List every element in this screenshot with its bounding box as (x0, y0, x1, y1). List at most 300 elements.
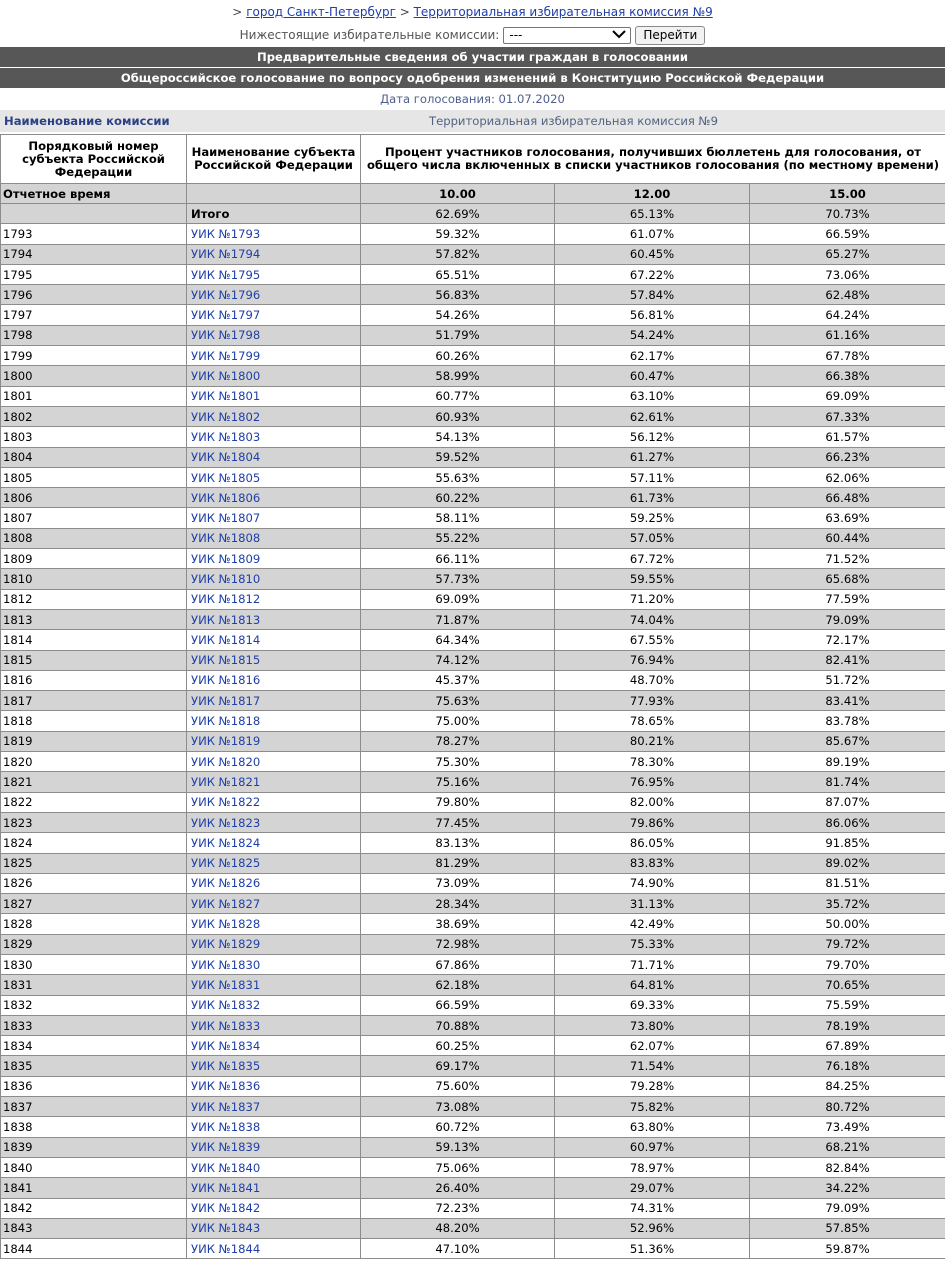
uik-link-text[interactable]: УИК №1834 (191, 1038, 261, 1053)
uik-link-text[interactable]: УИК №1838 (191, 1120, 261, 1134)
uik-link-text[interactable]: УИК №1841 (191, 1180, 261, 1195)
uik-link-text[interactable]: УИК №1839 (191, 1140, 261, 1155)
uik-number: 1830 (1, 954, 187, 974)
turnout-10: 62.18% (361, 975, 555, 995)
turnout-10: 74.12% (361, 650, 555, 670)
uik-number: 1818 (1, 711, 187, 731)
turnout-12: 64.81% (555, 975, 750, 995)
turnout-12: 71.71% (555, 954, 750, 974)
turnout-10: 54.26% (361, 305, 555, 325)
go-button[interactable]: Перейти (635, 26, 705, 45)
turnout-15: 65.68% (750, 569, 945, 589)
turnout-12: 78.65% (555, 711, 750, 731)
uik-link-text[interactable]: УИК №1793 (191, 226, 261, 241)
uik-number: 1813 (1, 609, 187, 629)
table-row (1, 833, 945, 853)
table-row (1, 346, 945, 366)
turnout-10: 78.27% (361, 731, 555, 751)
header-subject-number: Порядковый номер субъекта Российской Федерации (1, 135, 187, 184)
uik-link[interactable] (187, 630, 361, 650)
uik-link-text[interactable]: УИК №1822 (191, 795, 261, 810)
uik-link[interactable] (187, 406, 361, 426)
uik-link-text[interactable]: УИК №1801 (191, 389, 261, 404)
turnout-12: 61.07% (555, 224, 750, 244)
uik-link-text[interactable]: УИК №1795 (191, 267, 261, 282)
table-row (1, 873, 945, 893)
turnout-15: 64.24% (750, 305, 945, 325)
uik-link[interactable] (187, 812, 361, 832)
uik-number: 1843 (1, 1218, 187, 1238)
uik-link-text[interactable]: УИК №1832 (191, 998, 261, 1013)
table-row (1, 569, 945, 589)
uik-link[interactable] (187, 224, 361, 244)
uik-number: 1804 (1, 447, 187, 467)
turnout-10: 51.79% (361, 325, 555, 345)
uik-number: 1805 (1, 467, 187, 487)
breadcrumb-tik-link[interactable]: Территориальная избирательная комиссия №9 (413, 5, 713, 19)
uik-link-text[interactable]: УИК №1836 (191, 1079, 261, 1094)
turnout-12: 56.12% (555, 427, 750, 447)
turnout-10: 75.63% (361, 691, 555, 711)
turnout-15: 80.72% (750, 1097, 945, 1117)
uik-link[interactable] (187, 305, 361, 325)
uik-link[interactable] (187, 711, 361, 731)
table-row (1, 670, 945, 690)
table-row (1, 508, 945, 528)
uik-link[interactable] (187, 427, 361, 447)
uik-number: 1840 (1, 1157, 187, 1177)
turnout-15: 66.48% (750, 488, 945, 508)
uik-link[interactable] (187, 772, 361, 792)
turnout-12: 74.04% (555, 609, 750, 629)
turnout-15: 35.72% (750, 894, 945, 914)
table-row (1, 488, 945, 508)
breadcrumb (0, 0, 945, 24)
uik-link[interactable] (187, 934, 361, 954)
uik-link-text[interactable]: УИК №1835 (191, 1059, 261, 1074)
turnout-12: 42.49% (555, 914, 750, 934)
uik-link[interactable] (187, 346, 361, 366)
table-row (1, 1198, 945, 1218)
turnout-12: 67.22% (555, 264, 750, 284)
uik-link[interactable] (187, 528, 361, 548)
uik-number: 1801 (1, 386, 187, 406)
uik-link-text[interactable]: УИК №1794 (191, 247, 261, 262)
turnout-12: 29.07% (555, 1178, 750, 1198)
turnout-15: 63.69% (750, 508, 945, 528)
turnout-12: 75.33% (555, 934, 750, 954)
turnout-12: 54.24% (555, 325, 750, 345)
uik-link[interactable] (187, 1076, 361, 1096)
uik-link-text[interactable]: УИК №1829 (191, 937, 261, 952)
uik-link-text[interactable]: УИК №1821 (191, 774, 261, 789)
uik-link[interactable] (187, 589, 361, 609)
table-row (1, 528, 945, 548)
turnout-12: 76.95% (555, 772, 750, 792)
turnout-10: 57.82% (361, 244, 555, 264)
uik-number: 1806 (1, 488, 187, 508)
turnout-15: 69.09% (750, 386, 945, 406)
turnout-15: 67.89% (750, 1036, 945, 1056)
total-row (1, 204, 945, 224)
uik-link[interactable] (187, 731, 361, 751)
uik-number: 1808 (1, 528, 187, 548)
turnout-15: 75.59% (750, 995, 945, 1015)
table-row (1, 1178, 945, 1198)
table-row (1, 244, 945, 264)
uik-link-text[interactable]: УИК №1833 (191, 1018, 261, 1033)
turnout-15: 84.25% (750, 1076, 945, 1096)
turnout-15: 81.51% (750, 873, 945, 893)
table-row (1, 1097, 945, 1117)
uik-link-text[interactable]: УИК №1803 (191, 429, 261, 444)
table-row (1, 447, 945, 467)
uik-number: 1815 (1, 650, 187, 670)
uik-link[interactable] (187, 386, 361, 406)
turnout-15: 87.07% (750, 792, 945, 812)
table-row (1, 305, 945, 325)
uik-link-text[interactable]: УИК №1823 (191, 815, 261, 830)
uik-link[interactable] (187, 1157, 361, 1177)
uik-link-text[interactable]: УИК №1820 (191, 754, 261, 769)
table-row (1, 934, 945, 954)
turnout-15: 83.78% (750, 711, 945, 731)
uik-link-text[interactable]: УИК №1813 (191, 612, 261, 627)
uik-link[interactable] (187, 873, 361, 893)
uik-link[interactable] (187, 325, 361, 345)
uik-number: 1841 (1, 1178, 187, 1198)
header-subject-name: Наименование субъекта Российской Федерации (187, 135, 361, 184)
uik-link[interactable] (187, 691, 361, 711)
uik-link[interactable] (187, 1117, 361, 1137)
subordinate-commission-selector (0, 24, 945, 46)
uik-number: 1798 (1, 325, 187, 345)
total-value: 70.73% (750, 204, 945, 224)
vote-date-value: 01.07.2020 (498, 92, 565, 106)
turnout-12: 86.05% (555, 833, 750, 853)
table-row (1, 752, 945, 772)
turnout-10: 54.13% (361, 427, 555, 447)
uik-link[interactable] (187, 1015, 361, 1035)
turnout-12: 79.86% (555, 812, 750, 832)
uik-link[interactable] (187, 650, 361, 670)
turnout-10: 72.23% (361, 1198, 555, 1218)
uik-link[interactable] (187, 1036, 361, 1056)
turnout-15: 62.48% (750, 285, 945, 305)
uik-number: 1810 (1, 569, 187, 589)
turnout-15: 60.44% (750, 528, 945, 548)
turnout-12: 62.07% (555, 1036, 750, 1056)
uik-link-text[interactable]: УИК №1844 (191, 1241, 261, 1256)
turnout-10: 59.32% (361, 224, 555, 244)
turnout-12: 82.00% (555, 792, 750, 812)
report-time-blank (187, 184, 361, 204)
uik-link[interactable] (187, 569, 361, 589)
turnout-12: 67.55% (555, 630, 750, 650)
turnout-10: 55.63% (361, 467, 555, 487)
time-column-15: 15.00 (750, 184, 945, 204)
table-row (1, 711, 945, 731)
uik-number: 1795 (1, 264, 187, 284)
uik-link[interactable] (187, 995, 361, 1015)
uik-link[interactable] (187, 285, 361, 305)
uik-number: 1821 (1, 772, 187, 792)
header-turnout-percent: Процент участников голосования, получивших бюллетень для голосования, от общего числа включенных в списки участников голосования (по местному времени) (361, 135, 945, 184)
turnout-15: 76.18% (750, 1056, 945, 1076)
uik-link[interactable] (187, 670, 361, 690)
uik-link[interactable] (187, 894, 361, 914)
table-row (1, 406, 945, 426)
breadcrumb-city-link[interactable]: город Санкт-Петербург (246, 5, 396, 19)
uik-link[interactable] (187, 975, 361, 995)
turnout-10: 66.59% (361, 995, 555, 1015)
uik-link-text[interactable]: УИК №1796 (191, 287, 261, 302)
turnout-12: 71.54% (555, 1056, 750, 1076)
uik-number: 1838 (1, 1117, 187, 1137)
turnout-10: 45.37% (361, 670, 555, 690)
turnout-12: 73.80% (555, 1015, 750, 1035)
uik-link[interactable] (187, 752, 361, 772)
turnout-15: 78.19% (750, 1015, 945, 1035)
commission-row (0, 110, 945, 132)
table-row (1, 1015, 945, 1035)
uik-link-text[interactable]: УИК №1824 (191, 835, 261, 850)
turnout-15: 59.87% (750, 1239, 945, 1259)
turnout-15: 83.41% (750, 691, 945, 711)
uik-link-text[interactable]: УИК №1825 (191, 856, 261, 871)
turnout-15: 70.65% (750, 975, 945, 995)
turnout-10: 58.11% (361, 508, 555, 528)
turnout-10: 71.87% (361, 609, 555, 629)
turnout-10: 60.77% (361, 386, 555, 406)
uik-link-text[interactable]: УИК №1830 (191, 957, 261, 972)
table-row (1, 224, 945, 244)
turnout-15: 79.09% (750, 1198, 945, 1218)
table-row (1, 1036, 945, 1056)
turnout-15: 82.84% (750, 1157, 945, 1177)
turnout-10: 60.22% (361, 488, 555, 508)
turnout-15: 73.49% (750, 1117, 945, 1137)
uik-number: 1799 (1, 346, 187, 366)
turnout-15: 57.85% (750, 1218, 945, 1238)
table-row (1, 427, 945, 447)
uik-link-text[interactable]: УИК №1812 (191, 592, 261, 607)
uik-link[interactable] (187, 447, 361, 467)
turnout-10: 38.69% (361, 914, 555, 934)
uik-link-text[interactable]: УИК №1800 (191, 369, 261, 384)
turnout-10: 72.98% (361, 934, 555, 954)
turnout-15: 79.09% (750, 609, 945, 629)
table-row (1, 1218, 945, 1238)
uik-link-text[interactable]: УИК №1810 (191, 571, 261, 586)
turnout-15: 51.72% (750, 670, 945, 690)
vote-date (0, 88, 945, 110)
table-row (1, 264, 945, 284)
uik-link[interactable] (187, 508, 361, 528)
select-value: --- (509, 28, 523, 42)
table-row (1, 1239, 945, 1259)
uik-link[interactable] (187, 609, 361, 629)
turnout-12: 57.05% (555, 528, 750, 548)
turnout-12: 60.45% (555, 244, 750, 264)
uik-link-text[interactable]: УИК №1808 (191, 531, 261, 546)
uik-number: 1837 (1, 1097, 187, 1117)
chevron-down-icon (612, 28, 626, 42)
turnout-10: 58.99% (361, 366, 555, 386)
table-row (1, 691, 945, 711)
turnout-10: 56.83% (361, 285, 555, 305)
turnout-12: 56.81% (555, 305, 750, 325)
uik-link-text[interactable]: УИК №1843 (191, 1221, 261, 1236)
uik-link[interactable] (187, 853, 361, 873)
uik-link-text[interactable]: УИК №1826 (191, 876, 261, 891)
turnout-10: 81.29% (361, 853, 555, 873)
selector-label: Нижестоящие избирательные комиссии: (239, 28, 500, 42)
uik-link[interactable] (187, 1178, 361, 1198)
table-row (1, 1157, 945, 1177)
uik-link-text[interactable]: УИК №1831 (191, 977, 261, 992)
turnout-12: 69.33% (555, 995, 750, 1015)
uik-number: 1835 (1, 1056, 187, 1076)
table-row (1, 995, 945, 1015)
breadcrumb-separator: > (399, 5, 410, 19)
uik-link-text[interactable]: УИК №1809 (191, 551, 261, 566)
turnout-12: 57.11% (555, 467, 750, 487)
turnout-12: 83.83% (555, 853, 750, 873)
commission-name: Территориальная избирательная комиссия №9 (429, 114, 718, 128)
uik-link-text[interactable]: УИК №1802 (191, 409, 261, 424)
uik-link-text[interactable]: УИК №1816 (191, 673, 261, 688)
turnout-15: 85.67% (750, 731, 945, 751)
turnout-12: 52.96% (555, 1218, 750, 1238)
uik-link-text[interactable]: УИК №1840 (191, 1160, 261, 1175)
uik-number: 1800 (1, 366, 187, 386)
uik-link-text[interactable]: УИК №1806 (191, 490, 261, 505)
turnout-10: 75.06% (361, 1157, 555, 1177)
table-row (1, 386, 945, 406)
turnout-12: 59.25% (555, 508, 750, 528)
turnout-10: 77.45% (361, 812, 555, 832)
turnout-12: 61.27% (555, 447, 750, 467)
uik-link-text[interactable]: УИК №1797 (191, 308, 261, 323)
uik-link-text[interactable]: УИК №1842 (191, 1201, 261, 1216)
turnout-10: 64.34% (361, 630, 555, 650)
uik-link[interactable] (187, 1218, 361, 1238)
turnout-10: 55.22% (361, 528, 555, 548)
turnout-10: 83.13% (361, 833, 555, 853)
turnout-15: 68.21% (750, 1137, 945, 1157)
turnout-12: 48.70% (555, 670, 750, 690)
uik-link-text[interactable]: УИК №1837 (191, 1099, 261, 1114)
uik-number: 1839 (1, 1137, 187, 1157)
turnout-10: 48.20% (361, 1218, 555, 1238)
uik-number: 1796 (1, 285, 187, 305)
uik-link-text[interactable]: УИК №1807 (191, 511, 261, 526)
turnout-15: 34.22% (750, 1178, 945, 1198)
uik-link[interactable] (187, 1239, 361, 1259)
turnout-15: 71.52% (750, 549, 945, 569)
uik-number: 1817 (1, 691, 187, 711)
turnout-12: 67.72% (555, 549, 750, 569)
uik-link[interactable] (187, 488, 361, 508)
turnout-10: 73.09% (361, 873, 555, 893)
uik-number: 1825 (1, 853, 187, 873)
turnout-15: 66.23% (750, 447, 945, 467)
turnout-12: 63.10% (555, 386, 750, 406)
uik-number: 1824 (1, 833, 187, 853)
uik-link[interactable] (187, 467, 361, 487)
uik-link-text[interactable]: УИК №1799 (191, 348, 261, 363)
uik-link[interactable] (187, 833, 361, 853)
uik-link-text[interactable]: УИК №1819 (191, 734, 261, 749)
turnout-15: 77.59% (750, 589, 945, 609)
turnout-10: 69.09% (361, 589, 555, 609)
turnout-15: 66.59% (750, 224, 945, 244)
uik-link-text[interactable]: УИК №1815 (191, 653, 261, 668)
uik-link-text[interactable]: УИК №1827 (191, 896, 261, 911)
uik-number: 1827 (1, 894, 187, 914)
time-column-12: 12.00 (555, 184, 750, 204)
table-row (1, 1056, 945, 1076)
turnout-10: 67.86% (361, 954, 555, 974)
uik-number: 1812 (1, 589, 187, 609)
report-time-label: Отчетное время (1, 184, 187, 204)
turnout-10: 75.60% (361, 1076, 555, 1096)
uik-link-text[interactable]: УИК №1828 (191, 917, 261, 932)
uik-link[interactable] (187, 1056, 361, 1076)
uik-link[interactable] (187, 1137, 361, 1157)
uik-link[interactable] (187, 366, 361, 386)
breadcrumb-separator: > (232, 5, 243, 19)
uik-link[interactable] (187, 1198, 361, 1218)
turnout-10: 60.26% (361, 346, 555, 366)
table-row (1, 589, 945, 609)
turnout-12: 74.31% (555, 1198, 750, 1218)
turnout-10: 73.08% (361, 1097, 555, 1117)
uik-number: 1822 (1, 792, 187, 812)
uik-number: 1836 (1, 1076, 187, 1096)
turnout-12: 59.55% (555, 569, 750, 589)
table-row (1, 285, 945, 305)
time-column-10: 10.00 (361, 184, 555, 204)
turnout-12: 75.82% (555, 1097, 750, 1117)
uik-link[interactable] (187, 1097, 361, 1117)
uik-link[interactable] (187, 954, 361, 974)
uik-link[interactable] (187, 792, 361, 812)
uik-link-text[interactable]: УИК №1804 (191, 450, 261, 465)
turnout-12: 60.97% (555, 1137, 750, 1157)
uik-link[interactable] (187, 549, 361, 569)
total-value: 62.69% (361, 204, 555, 224)
turnout-15: 61.16% (750, 325, 945, 345)
uik-link-text[interactable]: УИК №1805 (191, 470, 261, 485)
uik-link-text[interactable]: УИК №1818 (191, 714, 261, 729)
commission-select[interactable] (503, 27, 631, 44)
table-row (1, 549, 945, 569)
turnout-10: 57.73% (361, 569, 555, 589)
uik-number: 1829 (1, 934, 187, 954)
turnout-12: 79.28% (555, 1076, 750, 1096)
uik-link-text[interactable]: УИК №1798 (191, 328, 261, 343)
uik-number: 1816 (1, 670, 187, 690)
uik-link[interactable] (187, 914, 361, 934)
uik-link[interactable] (187, 244, 361, 264)
uik-link-text[interactable]: УИК №1814 (191, 632, 261, 647)
table-row (1, 894, 945, 914)
uik-link[interactable] (187, 264, 361, 284)
uik-link-text[interactable]: УИК №1817 (191, 693, 261, 708)
table-row (1, 1137, 945, 1157)
